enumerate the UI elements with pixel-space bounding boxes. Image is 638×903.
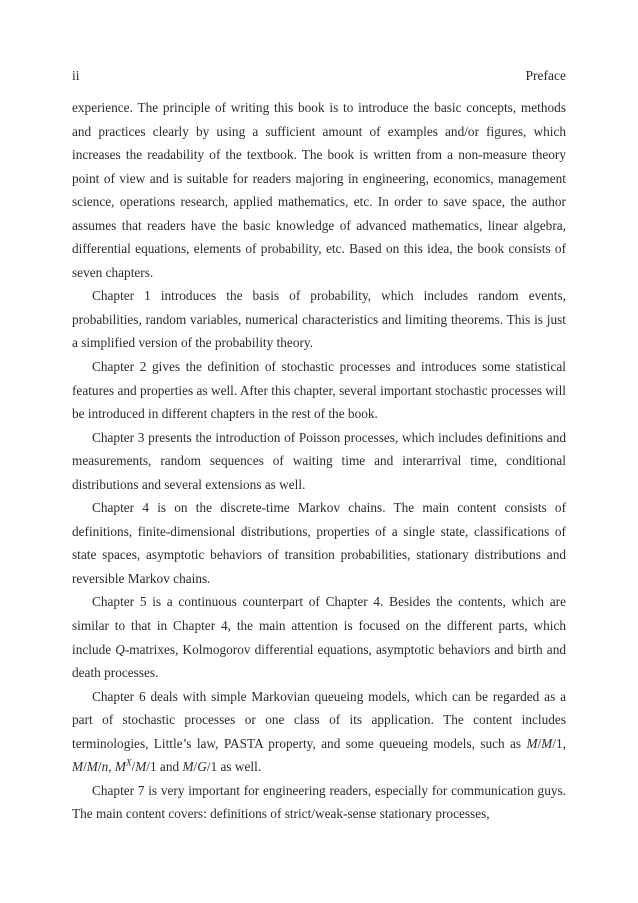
paragraph xyxy=(72,496,566,590)
body-text: / xyxy=(131,759,136,775)
body-text: / xyxy=(97,759,102,775)
body-text: , xyxy=(108,759,115,775)
paragraph xyxy=(72,96,566,284)
math-text: M xyxy=(526,735,538,751)
math-text: M xyxy=(182,759,194,775)
body-text: experience. The principle of writing this book is to introduce the basic concepts, methods and practices clearly by using a sufficient amount of examples and/or figures, which increases the readability of the textbook. The book is written from a non-measure theory point of view and is suitable for readers majoring in engineering, economics, management science, operations research, applied mathematics, etc. In order to save space, the author assumes that readers have the basic knowledge of advanced mathematics, linear algebra, differential equations, elements of probability, etc. Based on this idea, the book consists of seven chapters. xyxy=(72,100,566,280)
body-text: / xyxy=(83,759,87,775)
body-text: Chapter 4 is on the discrete-time Markov chains. The main content consists of definitions, finite-dimensional distributions, properties of a single state, classifications of state spaces, asymptotic behaviors of transition probabilities, stationary distributions and reversible Markov chains. xyxy=(72,500,566,586)
body-text: Chapter 2 gives the definition of stochastic processes and introduces some statistical features and properties as well. After this chapter, several important stochastic processes will be introduced in different chapters in the rest of the book. xyxy=(72,359,566,422)
math-text: M xyxy=(135,759,147,775)
math-text: G xyxy=(197,759,207,775)
body-text: /1 and xyxy=(146,759,183,775)
math-text: M xyxy=(541,735,553,751)
paragraph xyxy=(72,590,566,684)
math-text: M xyxy=(114,759,126,775)
document-body xyxy=(72,96,566,826)
paragraph xyxy=(72,779,566,826)
body-text: Chapter 5 is a continuous counterpart of Chapter 4. Besides the contents, which are similar to that in Chapter 4, the main attention is focused on the different parts, which include xyxy=(72,594,566,657)
math-text: M xyxy=(72,759,84,775)
body-text: Chapter 1 introduces the basis of probability, which includes random events, probabilities, random variables, numerical characteristics and limiting theorems. This is just a simplified version of the probability theory. xyxy=(72,288,566,351)
body-text: / xyxy=(537,735,542,751)
body-text: / xyxy=(193,759,198,775)
math-text: Q xyxy=(115,641,125,657)
body-text: /1, xyxy=(552,735,566,751)
body-text: Chapter 7 is very important for engineering readers, especially for communication guys. The main content covers: definitions of strict/weak-sense stationary processes, xyxy=(72,782,566,822)
paragraph xyxy=(72,284,566,355)
paragraph xyxy=(72,355,566,426)
body-text: -matrixes, Kolmogorov differential equations, asymptotic behaviors and birth and death processes. xyxy=(72,641,566,681)
body-text: /1 as well. xyxy=(206,759,262,775)
math-text: X xyxy=(125,757,132,768)
paragraph xyxy=(72,426,566,497)
math-text: M xyxy=(86,759,98,775)
running-header-title: Preface xyxy=(525,68,566,83)
math-text: n xyxy=(101,759,109,775)
paragraph xyxy=(72,685,566,779)
body-text: Chapter 3 presents the introduction of Poisson processes, which includes definitions and measurements, random sequences of waiting time and interarrival time, conditional distributions and several extensions as well. xyxy=(72,429,566,492)
running-header xyxy=(72,68,566,84)
body-text: Chapter 6 deals with simple Markovian queueing models, which can be regarded as a part of stochastic processes or one class of its application. The content includes terminologies, Little’s law, PASTA property, and some queueing models, such as xyxy=(72,688,566,751)
page-number: ii xyxy=(72,68,80,83)
